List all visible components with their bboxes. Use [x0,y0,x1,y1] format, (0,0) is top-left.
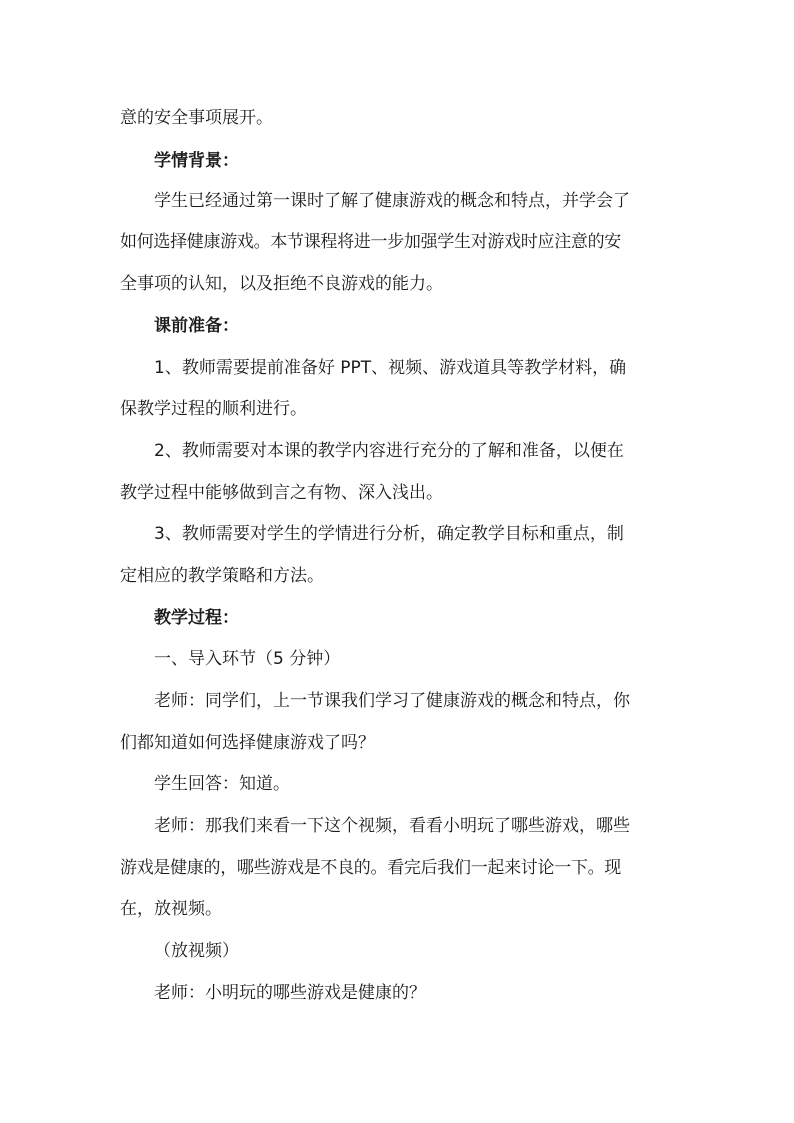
section-heading: 教学过程： [154,608,239,628]
text-line: 老师：小明玩的哪些游戏是健康的？ [154,983,426,1003]
text-line: 2、教师需要对本课的教学内容进行充分的了解和准备，以便在 [154,441,624,461]
text-line: 老师：那我们来看一下这个视频，看看小明玩了哪些游戏，哪些 [154,816,630,836]
text-line: 全事项的认知，以及拒绝不良游戏的能力。 [120,274,443,294]
text-line: 如何选择健康游戏。本节课程将进一步加强学生对游戏时应注意的安 [120,232,621,252]
text-line: 们都知道如何选择健康游戏了吗？ [120,733,375,753]
section-heading: 课前准备： [154,316,239,336]
text-line: 在，放视频。 [120,899,222,919]
text-line: 1、教师需要提前准备好 PPT、视频、游戏道具等教学材料，确 [154,358,627,378]
text-line: （放视频） [154,941,239,961]
text-line: 游戏是健康的，哪些游戏是不良的。看完后我们一起来讨论一下。现 [120,858,621,878]
text-line: 意的安全事项展开。 [120,108,273,128]
text-line: 学生已经通过第一课时了解了健康游戏的概念和特点，并学会了 [154,191,630,211]
text-line: 老师：同学们，上一节课我们学习了健康游戏的概念和特点，你 [154,691,630,711]
text-line: 保教学过程的顺利进行。 [120,399,307,419]
section-heading: 学情背景： [154,151,239,171]
text-line: 定相应的教学策略和方法。 [120,566,324,586]
text-line: 教学过程中能够做到言之有物、深入浅出。 [120,483,443,503]
text-line: 学生回答：知道。 [154,774,290,794]
text-line: 一、导入环节（5 分钟） [154,649,341,669]
text-line: 3、教师需要对学生的学情进行分析，确定教学目标和重点，制 [154,524,624,544]
